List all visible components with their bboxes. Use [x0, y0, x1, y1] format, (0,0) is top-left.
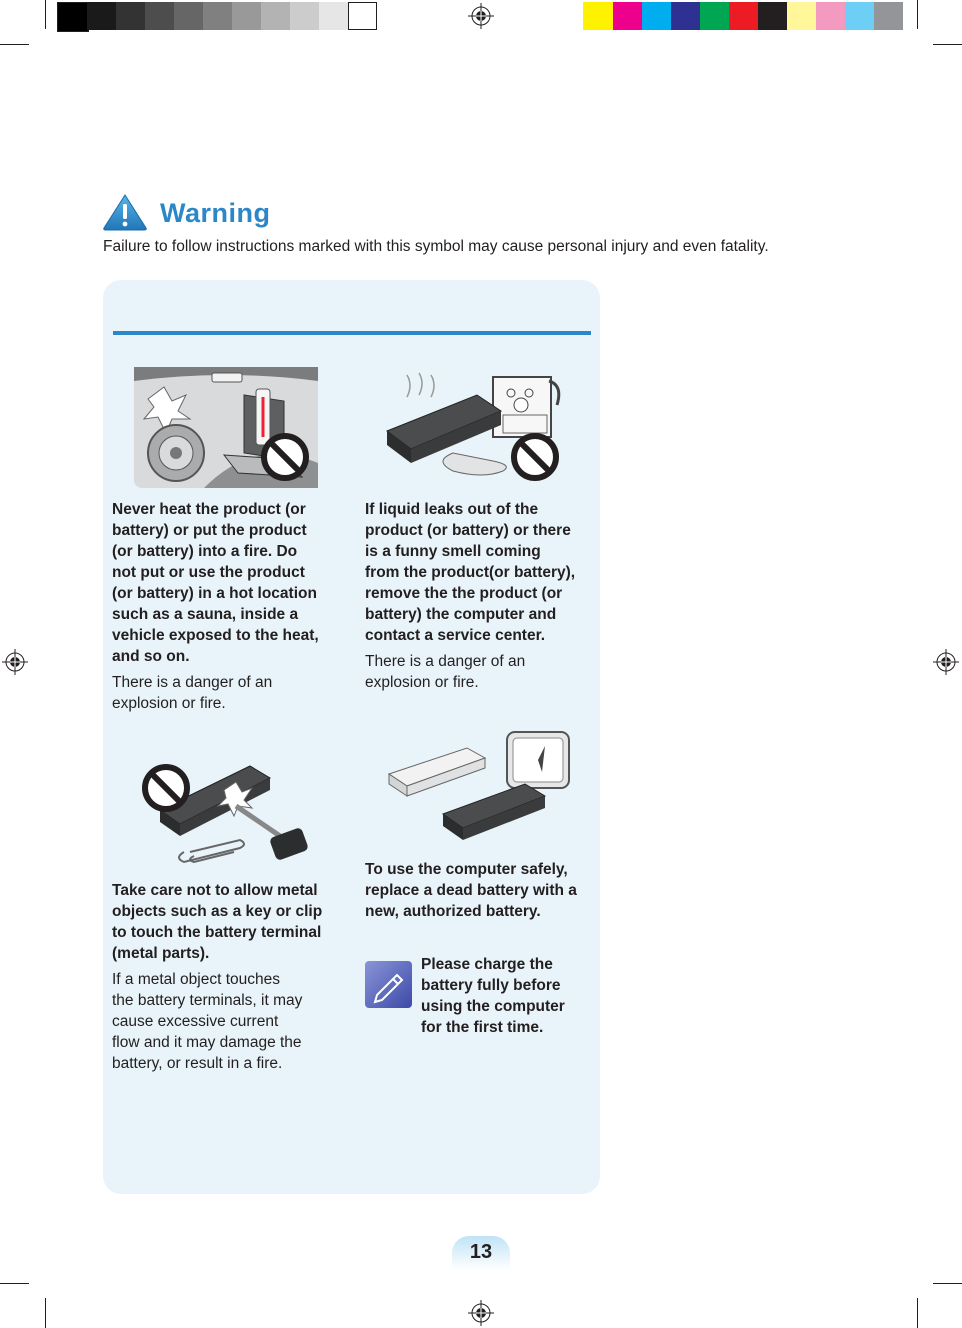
note-line: using the computer — [421, 998, 565, 1015]
color-swatch — [729, 2, 758, 30]
item-heat-bold-line: battery) or put the product — [112, 522, 307, 539]
item-leak-bold-line: contact a service center. — [365, 627, 546, 644]
item-replace-bold-line: To use the computer safely, — [365, 861, 568, 878]
item-leak-text-line: There is a danger of an — [365, 653, 526, 670]
item-metal-text-line: cause excessive current — [112, 1013, 279, 1030]
item-heat-text-line: There is a danger of an — [112, 674, 273, 691]
color-swatch — [671, 2, 700, 30]
item-heat-bold-line: (or battery) into a fire. Do — [112, 543, 298, 560]
gray-swatch — [145, 2, 174, 30]
hot-car-laptop-illustration — [134, 367, 318, 488]
item-leak-bold-line: If liquid leaks out of the — [365, 501, 539, 518]
item-heat-bold-line: and so on. — [112, 648, 190, 665]
item-replace — [365, 859, 597, 922]
item-metal-bold-line: to touch the battery terminal — [112, 924, 322, 941]
item-heat-bold-line: vehicle exposed to the heat, — [112, 627, 319, 644]
item-leak — [365, 499, 595, 693]
registration-mark-icon — [468, 1300, 494, 1326]
item-leak-text-line: explosion or fire. — [365, 674, 479, 691]
item-metal-bold-line: Take care not to allow metal — [112, 882, 318, 899]
item-metal-text-line: flow and it may damage the — [112, 1034, 302, 1051]
note-text — [421, 954, 593, 1038]
gray-swatch — [319, 2, 348, 30]
registration-mark-icon — [468, 3, 494, 29]
item-heat-text-line: explosion or fire. — [112, 695, 226, 712]
item-metal-bold-line: (metal parts). — [112, 945, 210, 962]
metal-objects-battery-illustration — [140, 756, 314, 872]
color-swatch — [845, 2, 874, 30]
gray-swatch — [261, 2, 290, 30]
color-swatch — [816, 2, 845, 30]
color-swatch — [874, 2, 903, 30]
item-replace-bold-line: replace a dead battery with a — [365, 882, 577, 899]
page-number: 13 — [452, 1236, 510, 1270]
color-swatch — [613, 2, 642, 30]
gray-swatch — [348, 2, 377, 30]
panel-divider — [113, 331, 591, 335]
item-heat-bold-line: not put or use the product — [112, 564, 305, 581]
gray-swatch — [290, 2, 319, 30]
note-line: for the first time. — [421, 1019, 544, 1036]
warning-intro: Failure to follow instructions marked with this symbol may cause personal injury and even fatality. — [103, 238, 769, 255]
item-replace-bold-line: new, authorized battery. — [365, 903, 541, 920]
item-metal-bold-line: objects such as a key or clip — [112, 903, 323, 920]
color-swatch — [758, 2, 787, 30]
color-swatch — [642, 2, 671, 30]
item-leak-bold-line: product (or battery) or there — [365, 522, 571, 539]
item-heat-bold-line: Never heat the product (or — [112, 501, 306, 518]
warning-title: Warning — [160, 198, 271, 228]
item-metal-text-line: If a metal object touches — [112, 971, 281, 988]
item-heat-bold-line: (or battery) in a hot location — [112, 585, 317, 602]
gray-swatch — [57, 2, 89, 32]
item-metal-text-line: battery, or result in a fire. — [112, 1055, 283, 1072]
item-metal-text-line: the battery terminals, it may — [112, 992, 303, 1009]
pencil-note-icon — [365, 961, 412, 1008]
gray-swatch — [232, 2, 261, 30]
leaking-battery-illustration — [383, 367, 567, 488]
gray-swatch — [174, 2, 203, 30]
item-leak-bold-line: from the product(or battery), — [365, 564, 576, 581]
gray-swatch — [87, 2, 116, 30]
item-metal — [112, 880, 342, 1074]
replace-battery-illustration — [385, 730, 571, 850]
item-leak-bold-line: battery) the computer and — [365, 606, 557, 623]
registration-mark-icon — [933, 649, 959, 675]
note-line: Please charge the — [421, 956, 553, 973]
item-leak-bold-line: remove the the product (or — [365, 585, 563, 602]
item-heat — [112, 499, 342, 714]
color-swatch — [787, 2, 816, 30]
color-swatch — [583, 2, 613, 30]
warning-triangle-icon — [102, 193, 148, 231]
item-heat-bold-line: such as a sauna, inside a — [112, 606, 299, 623]
color-swatch — [700, 2, 729, 30]
gray-swatch — [116, 2, 145, 30]
item-leak-bold-line: is a funny smell coming — [365, 543, 541, 560]
gray-swatch — [203, 2, 232, 30]
note-line: battery fully before — [421, 977, 561, 994]
registration-mark-icon — [2, 649, 28, 675]
